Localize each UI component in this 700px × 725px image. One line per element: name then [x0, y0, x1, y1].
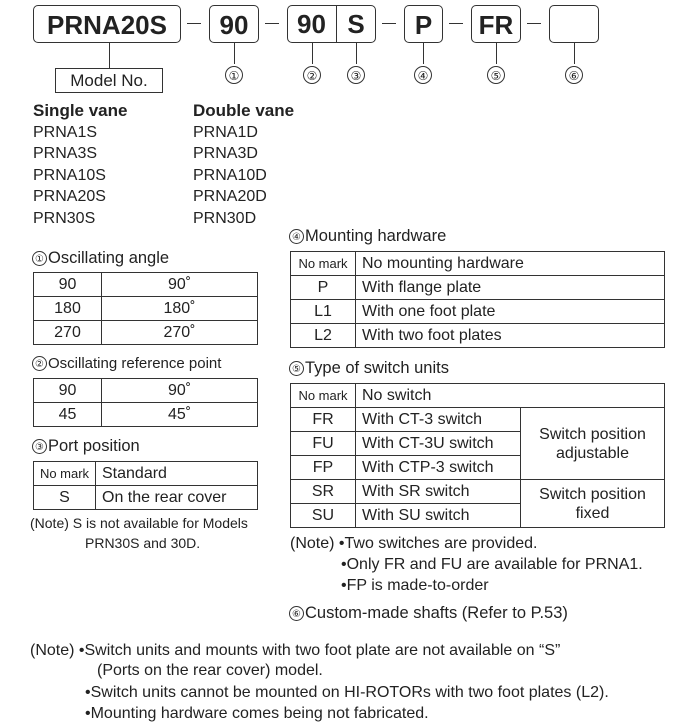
- switches-title: [289, 359, 449, 378]
- table-cell: No mounting hardware: [356, 252, 665, 276]
- table-cell: With CT-3U switch: [356, 432, 521, 456]
- custom-title: [289, 604, 568, 623]
- bottom-note: •Switch units cannot be mounted on HI-ROTORs with two foot plates (L2).: [85, 684, 609, 701]
- refpoint-title: [32, 355, 221, 372]
- table-cell: P: [291, 276, 356, 300]
- table-cell: On the rear cover: [96, 486, 258, 510]
- separator-dash: [449, 23, 463, 24]
- table-cell: FR: [291, 408, 356, 432]
- table-row: [291, 408, 665, 432]
- bottom-note: (Ports on the rear cover) model.: [97, 662, 323, 679]
- table-cell: Standard: [96, 462, 258, 486]
- bottom-note: •Mounting hardware comes being not fabricated.: [85, 705, 429, 722]
- marker-2: ②: [303, 66, 321, 84]
- marker-5: ⑤: [487, 66, 505, 84]
- table-row: [291, 276, 665, 300]
- list-item: PRN30D: [193, 209, 257, 227]
- marker-5: ⑤: [289, 361, 304, 376]
- refpoint-title-text: Oscillating reference point: [48, 355, 222, 372]
- list-item: PRNA1D: [193, 123, 258, 141]
- double-vane-header: Double vane: [193, 101, 295, 120]
- table-cell: No mark: [291, 252, 356, 276]
- port-note: PRN30S and 30D.: [85, 535, 201, 551]
- connector-line: [356, 43, 357, 64]
- table-row: [34, 462, 258, 486]
- table-cell: 180: [34, 297, 102, 321]
- list-item: PRNA3D: [193, 145, 258, 162]
- table-cell: L2: [291, 324, 356, 348]
- single-vane-header: Single vane: [33, 101, 128, 120]
- connector-line: [234, 43, 235, 64]
- switches-table: [290, 383, 665, 528]
- table-cell: 90: [34, 273, 102, 297]
- table-row: [34, 379, 258, 403]
- marker-3: ③: [347, 66, 365, 84]
- table-cell: FU: [291, 432, 356, 456]
- list-item: PRNA10D: [193, 166, 267, 184]
- table-row: [34, 297, 258, 321]
- connector-line: [312, 43, 313, 64]
- table-row: [291, 480, 665, 504]
- marker-3: ③: [32, 439, 47, 454]
- table-cell: With SU switch: [356, 504, 521, 528]
- table-cell: With flange plate: [356, 276, 665, 300]
- table-cell: SU: [291, 504, 356, 528]
- table-cell: FP: [291, 456, 356, 480]
- refpoint-code: 90: [297, 9, 326, 39]
- table-cell: 270: [34, 321, 102, 345]
- switches-title-text: Type of switch units: [305, 359, 449, 377]
- table-cell: 90˚: [102, 379, 258, 403]
- table-row: [34, 321, 258, 345]
- mounting-title: [289, 227, 446, 246]
- connector-line: [109, 43, 110, 68]
- port-title: [32, 437, 140, 456]
- custom-title-text: Custom-made shafts (Refer to P.53): [305, 604, 568, 622]
- single-vane-list: [33, 100, 127, 229]
- marker-6: ⑥: [565, 66, 583, 84]
- mounting-title-text: Mounting hardware: [305, 227, 447, 245]
- connector-line: [574, 43, 575, 64]
- model-no-label: Model No.: [55, 68, 163, 93]
- table-row: [291, 324, 665, 348]
- model-code-box: PRNA20S: [33, 5, 181, 43]
- port-title-text: Port position: [48, 437, 140, 455]
- list-item: PRNA20S: [33, 188, 106, 205]
- table-cell: 45˚: [102, 403, 258, 427]
- table-cell: 45: [34, 403, 102, 427]
- marker-1: ①: [32, 251, 47, 266]
- table-row: [34, 403, 258, 427]
- switch-note: (Note) •Two switches are provided.: [290, 535, 538, 552]
- table-cell: With CT-3 switch: [356, 408, 521, 432]
- marker-6: ⑥: [289, 606, 304, 621]
- table-row: [291, 384, 665, 408]
- angle-code-box: 90: [209, 5, 259, 43]
- table-cell: L1: [291, 300, 356, 324]
- port-table: [33, 461, 258, 510]
- separator-dash: [265, 23, 279, 24]
- angle-title: [32, 249, 169, 268]
- angle-title-text: Oscillating angle: [48, 249, 170, 267]
- table-row: [291, 252, 665, 276]
- table-cell: SR: [291, 480, 356, 504]
- separator-dash: [382, 23, 396, 24]
- table-cell: No mark: [34, 462, 96, 486]
- marker-4: ④: [289, 229, 304, 244]
- table-cell: S: [34, 486, 96, 510]
- table-cell: With two foot plates: [356, 324, 665, 348]
- refpoint-table: [33, 378, 258, 427]
- marker-2: ②: [32, 356, 47, 371]
- separator-dash: [527, 23, 541, 24]
- mounting-table: [290, 251, 665, 348]
- list-item: PRNA10S: [33, 166, 106, 184]
- marker-1: ①: [225, 66, 243, 84]
- table-row: [34, 273, 258, 297]
- table-row: [34, 486, 258, 510]
- switch-position-fixed: Switch position fixed: [521, 480, 665, 528]
- list-item: PRNA20D: [193, 188, 267, 205]
- switch-note: •Only FR and FU are available for PRNA1.: [341, 556, 643, 573]
- connector-line: [423, 43, 424, 64]
- table-cell: With SR switch: [356, 480, 521, 504]
- mount-code-box: P: [404, 5, 443, 43]
- separator-dash: [187, 23, 201, 24]
- table-cell: With one foot plate: [356, 300, 665, 324]
- table-cell: No switch: [356, 384, 665, 408]
- switch-position-adjustable: Switch position adjustable: [521, 408, 665, 480]
- bottom-note: (Note) •Switch units and mounts with two foot plate are not available on “S”: [30, 642, 561, 659]
- connector-line: [496, 43, 497, 64]
- table-cell: 90˚: [102, 273, 258, 297]
- table-cell: With CTP-3 switch: [356, 456, 521, 480]
- table-row: [291, 300, 665, 324]
- marker-4: ④: [414, 66, 432, 84]
- port-note: (Note) S is not available for Models: [30, 515, 248, 531]
- double-vane-list: [193, 100, 294, 229]
- list-item: PRNA3S: [33, 145, 98, 162]
- port-code: S: [347, 9, 365, 39]
- table-cell: 90: [34, 379, 102, 403]
- angle-table: [33, 272, 258, 345]
- switch-code-box: FR: [471, 5, 521, 43]
- table-cell: 180˚: [102, 297, 258, 321]
- list-item: PRN30S: [33, 209, 96, 227]
- switch-note: •FP is made-to-order: [341, 577, 489, 594]
- list-item: PRNA1S: [33, 123, 98, 141]
- custom-code-box: [549, 5, 599, 43]
- table-cell: 270˚: [102, 321, 258, 345]
- table-cell: No mark: [291, 384, 356, 408]
